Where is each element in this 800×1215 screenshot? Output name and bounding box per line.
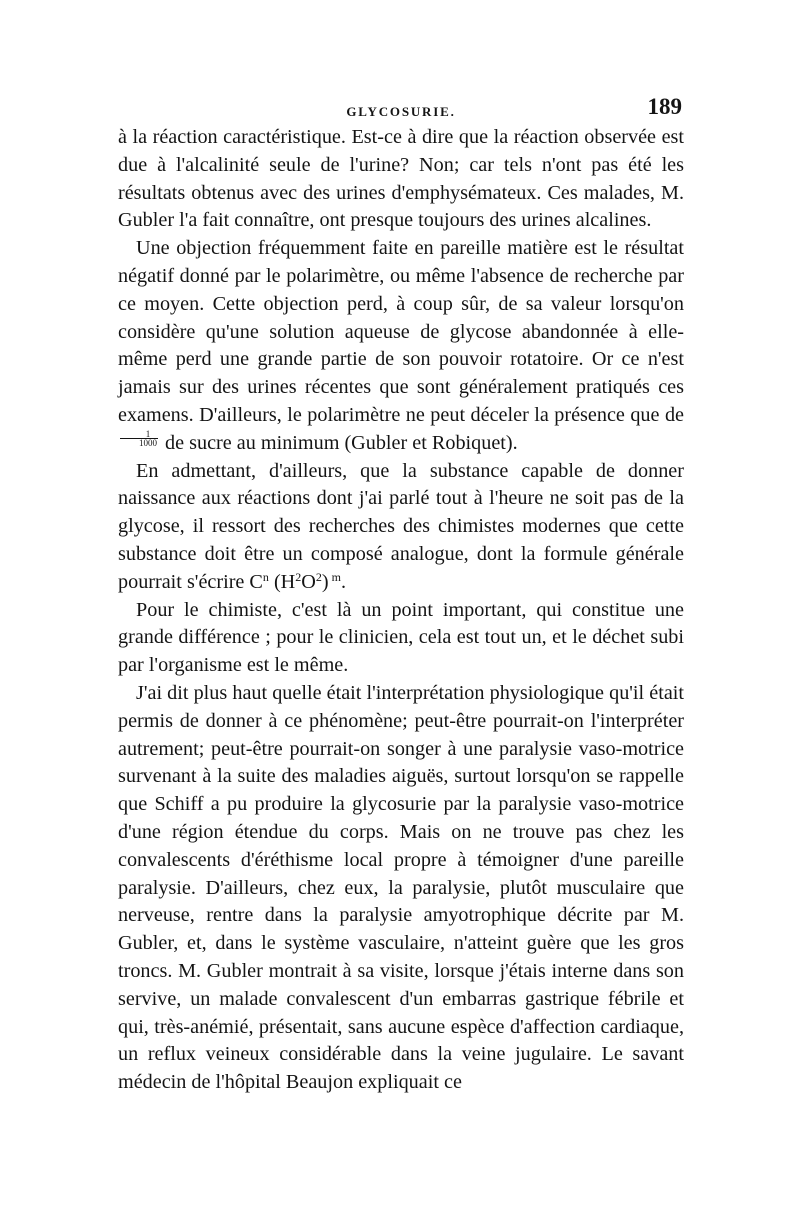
fraction-numerator: 1 xyxy=(120,430,158,439)
paragraph-chemical-formula xyxy=(118,458,684,597)
running-title: GLYCOSURIE. xyxy=(346,104,456,119)
page-number: 189 xyxy=(647,94,682,119)
formula-end: . xyxy=(340,570,346,593)
formula-part: O xyxy=(301,570,316,593)
paragraph-polarimeter xyxy=(118,235,684,457)
paragraph-text: En admettant, d'ailleurs, que la substance capable de donner naissance aux réactions dont j'ai parlé tout à l'heure ne soit pas de la glycose, il ressort des recherches des chimistes modernes que cette substance doit être un composé analogue, dont la formule générale pourrait s'écrire C xyxy=(118,459,684,593)
paragraph-text: de sucre au minimum (Gubler et Robiquet). xyxy=(165,431,518,454)
paragraph-physiological-interpretation: J'ai dit plus haut quelle était l'interprétation physiologique qu'il était permis de donner à ce phénomène; peut-être pourrait-on l'interpréter autrement; peut-être pourrait-on songer à une paralysie vaso-motrice survenant à la suite des maladies aiguës, surtout lorsqu'on se rappelle que Schiff a pu produire la glycosurie par la paralysie vaso-motrice d'une région étendue du corps. Mais on ne trouve pas chez les convalescents d'éréthisme local propre à témoigner d'une pareille paralysie. D'ailleurs, chez eux, la paralysie, plutôt musculaire que nerveuse, rentre dans la paralysie amyotrophique décrite par M. Gubler, et, dans le système vasculaire, n'atteint guère que les gros troncs. M. Gubler montrait à sa visite, lorsque j'étais interne dans son servive, un malade convalescent d'un embarras gastrique fébrile et qui, très-anémié, présentait, sans aucune espèce d'affection cardiaque, un reflux veineux considérable dans la veine jugulaire. Le savant médecin de l'hôpital Beaujon expliquait ce xyxy=(118,681,684,1094)
formula-exponent-2: 2 xyxy=(315,569,322,584)
paragraph-continuation: à la réaction caractéristique. Est-ce à dire que la réaction observée est due à l'alcalinité seule de l'urine? Non; car tels n'ont pas été les résultats obtenus avec des urines d'emphysémateux. Ces malades, M. Gubler l'a fait connaître, ont presque toujours des urines alcalines. xyxy=(118,126,684,232)
formula-exponent-m: m xyxy=(328,569,341,584)
paragraph-chemist-clinician: Pour le chimiste, c'est là un point important, qui constitue une grande différence ; pour le clinicien, cela est tout un, et le déchet subi par l'organisme est le même. xyxy=(118,598,684,677)
formula-part: ) xyxy=(321,570,329,593)
body-text xyxy=(118,124,684,1097)
fraction-denominator: 1000 xyxy=(139,437,157,448)
formula-part: (H xyxy=(268,570,296,593)
running-header xyxy=(118,92,684,126)
paragraph-text: Une objection fréquemment faite en pareille matière est le résultat négatif donné par le polarimètre, ou même l'absence de recherche par ce moyen. Cette objection perd, à coup sûr, de sa valeur lorsqu'on considère qu'une solution aqueuse de glycose abandonnée à elle-même perd une grande partie de son pouvoir rotatoire. Or ce n'est jamais sur des urines récentes que sont généralement pratiqués ces examens. D'ailleurs, le polarimètre ne peut déceler la présence que de xyxy=(118,237,684,426)
formula-exponent-2: 2 xyxy=(295,569,302,584)
fraction-one-thousandth xyxy=(120,430,158,447)
formula-exponent-n: n xyxy=(262,569,269,584)
